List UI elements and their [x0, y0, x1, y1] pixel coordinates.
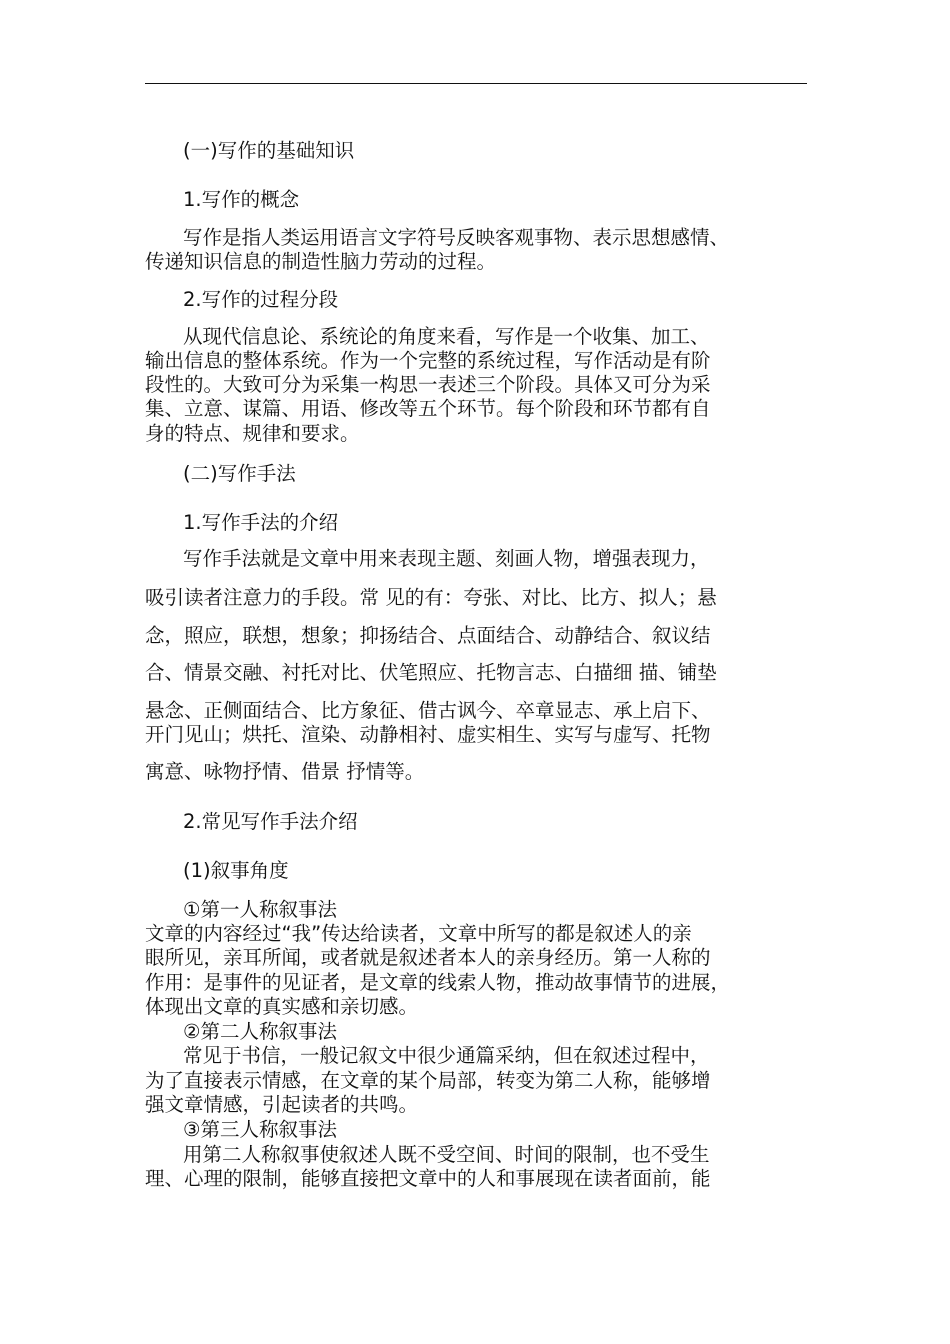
item-heading: ②第二人称叙事法 — [183, 1020, 337, 1043]
paragraph-line: 传递知识信息的制造性脑力劳动的过程。 — [145, 250, 497, 273]
paragraph-line: 吸引读者注意力的手段。常 见的有：夸张、对比、比方、拟人；悬 — [145, 586, 717, 609]
paragraph-line: 理、心理的限制，能够直接把文章中的人和事展现在读者面前，能 — [145, 1167, 711, 1190]
subsection-heading: 2.写作的过程分段 — [183, 288, 339, 311]
paragraph-line: 常见于书信，一般记叙文中很少通篇采纳，但在叙述过程中， — [183, 1044, 710, 1067]
item-heading: ③第三人称叙事法 — [183, 1118, 337, 1141]
paragraph-line: 写作手法就是文章中用来表现主题、刻画人物，增强表现力， — [183, 547, 710, 570]
paragraph-line: 眼所见，亲耳所闻，或者就是叙述者本人的亲身经历。第一人称的 — [145, 946, 711, 969]
section-title: (二)写作手法 — [183, 462, 296, 485]
item-heading: ①第一人称叙事法 — [183, 898, 337, 921]
section-title: (一)写作的基础知识 — [183, 139, 355, 162]
paragraph-line: 悬念、正侧面结合、比方象征、借古讽今、卒章显志、承上启下、 — [145, 699, 711, 722]
paragraph-line: 集、立意、谋篇、用语、修改等五个环节。每个阶段和环节都有自 — [145, 397, 711, 420]
subsection-heading: 2.常见写作手法介绍 — [183, 810, 358, 833]
paragraph-line: 从现代信息论、系统论的角度来看，写作是一个收集、加工、 — [183, 325, 710, 348]
paragraph-line: 为了直接表示情感，在文章的某个局部，转变为第二人称，能够增 — [145, 1069, 711, 1092]
paragraph-line: 输出信息的整体系统。作为一个完整的系统过程，写作活动是有阶 — [145, 349, 711, 372]
paragraph-line: 文章的内容经过“我”传达给读者，文章中所写的都是叙述人的亲 — [145, 922, 692, 945]
paragraph-line: 身的特点、规律和要求。 — [145, 422, 360, 445]
header-rule — [145, 83, 807, 84]
paragraph-line: 段性的。大致可分为采集一构思一表述三个阶段。具体又可分为采 — [145, 373, 711, 396]
subsection-heading: 1.写作的概念 — [183, 188, 300, 211]
subsection-heading: (1)叙事角度 — [183, 859, 289, 882]
paragraph-line: 念，照应，联想，想象；抑扬结合、点面结合、动静结合、叙议结 — [145, 624, 711, 647]
paragraph-line: 寓意、咏物抒情、借景 抒情等。 — [145, 760, 425, 783]
paragraph-line: 写作是指人类运用语言文字符号反映客观事物、表示思想感情、 — [183, 226, 730, 249]
paragraph-line: 强文章情感，引起读者的共鸣。 — [145, 1093, 419, 1116]
subsection-heading: 1.写作手法的介绍 — [183, 511, 339, 534]
paragraph-line: 作用：是事件的见证者，是文章的线索人物，推动故事情节的进展， — [145, 971, 731, 994]
paragraph-line: 开门见山；烘托、渲染、动静相衬、虚实相生、实写与虚写、托物 — [145, 723, 711, 746]
paragraph-line: 体现出文章的真实感和亲切感。 — [145, 995, 419, 1018]
paragraph-line: 合、情景交融、衬托对比、伏笔照应、托物言志、白描细 描、铺垫 — [145, 661, 717, 684]
paragraph-line: 用第二人称叙事使叙述人既不受空间、时间的限制，也不受生 — [183, 1143, 710, 1166]
